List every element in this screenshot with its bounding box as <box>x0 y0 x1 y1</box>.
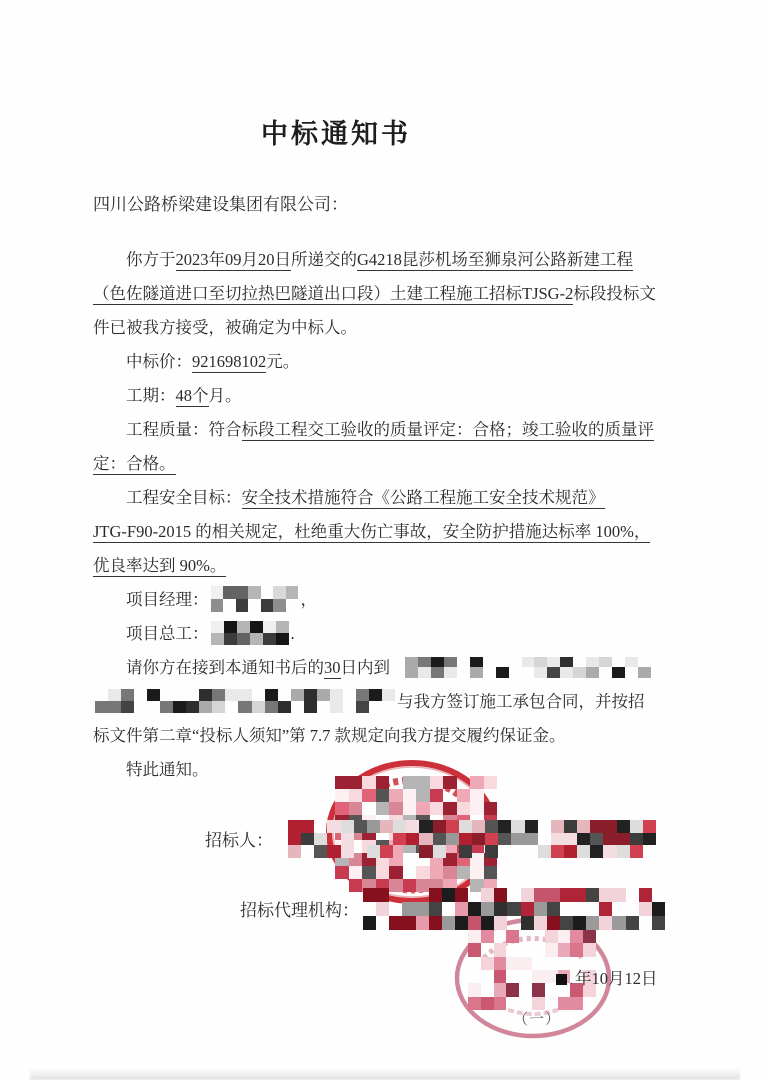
body-line <box>93 685 645 719</box>
body-text: 优良率达到 90%。 <box>93 556 227 575</box>
redacted-block <box>211 621 289 645</box>
body-text: 2023年09月20日 <box>175 250 291 269</box>
body-line <box>93 277 656 311</box>
issue-date-text: 年10月12日 <box>575 969 658 988</box>
stamp-page-note: （一） <box>512 1011 562 1029</box>
document-body <box>93 243 656 787</box>
body-line <box>93 447 609 481</box>
body-text: 中标价： <box>126 352 192 371</box>
issue-date <box>556 966 658 993</box>
body-text: 日内到 <box>340 658 390 677</box>
body-text: 请你方在接到本通知书后的 <box>126 658 324 677</box>
body-text: 30 <box>324 658 341 677</box>
body-line <box>93 243 633 277</box>
document-title: 中标通知书 <box>261 119 411 149</box>
body-text: 标段工程交工验收的质量评定：合格；竣工验收的质量评 <box>241 420 654 439</box>
body-text: G4218昆莎机场至狮泉河公路新建工程 <box>357 250 633 269</box>
body-text: 工程安全目标： <box>126 488 242 507</box>
body-text: 定：合格。 <box>93 454 176 473</box>
salutation: 四川公路桥梁建设集团有限公司： <box>93 195 348 214</box>
body-text: 项目总工： <box>126 624 209 643</box>
body-text: . <box>290 624 295 643</box>
body-text: （色佐隧道进口至切拉热巴隧道出口段）土建工程施工招标TJSG-2 <box>93 284 574 303</box>
body-line <box>93 481 609 515</box>
body-text: 件已被我方接受，被确定为中标人。 <box>93 318 357 337</box>
agency-label: 招标代理机构： <box>240 901 359 920</box>
body-line <box>93 651 609 685</box>
body-text: 工程质量：符合 <box>126 420 242 439</box>
body-line <box>93 549 609 583</box>
bidder-label: 招标人： <box>205 831 273 850</box>
body-text: ， <box>300 590 317 609</box>
bidder-name-redacted <box>288 820 656 858</box>
body-line <box>93 379 609 413</box>
body-text: 项目经理： <box>126 590 209 609</box>
body-text: 标文件第二章“投标人须知”第 7.7 款规定向我方提交履约保证金。 <box>93 726 566 745</box>
body-text: 标段投标文 <box>573 284 656 303</box>
body-line <box>93 719 609 753</box>
redacted-year-block <box>556 974 567 985</box>
body-line <box>93 583 609 617</box>
body-text: 所递交的 <box>291 250 357 269</box>
body-text: 安全技术措施符合《公路工程施工安全技术规范》 <box>241 488 605 507</box>
body-text: 921698102 <box>192 352 267 371</box>
body-text: 元。 <box>266 352 300 371</box>
body-text: JTG-F90-2015 的相关规定，杜绝重大伤亡事故，安全防护措施达标率 100%， <box>93 522 651 541</box>
body-line <box>93 311 609 345</box>
body-text: 特此通知。 <box>126 760 209 779</box>
body-text: 48个 <box>175 386 209 405</box>
body-line <box>93 345 609 379</box>
body-text: 工期： <box>126 386 176 405</box>
date-dot: . <box>570 973 573 987</box>
body-line <box>93 617 609 651</box>
redacted-block <box>211 586 299 612</box>
bottom-scan-shadow <box>30 1068 740 1080</box>
body-line <box>93 413 654 447</box>
agency-name-redacted <box>363 888 665 930</box>
body-text: 与我方签订施工承包合同，并按招 <box>397 692 645 711</box>
redacted-block <box>392 657 664 678</box>
body-line <box>93 515 651 549</box>
redacted-block <box>95 689 395 713</box>
body-text: 你方于 <box>126 250 176 269</box>
body-text: 月。 <box>208 386 242 405</box>
